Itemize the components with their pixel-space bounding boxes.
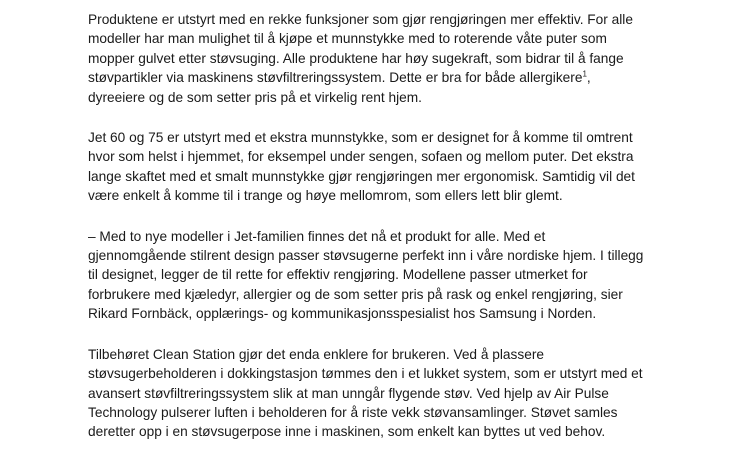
- footnote-marker[interactable]: 1: [582, 69, 587, 79]
- text-fragment: støvpartikler via maskinens støvfiltreringssystem. Dette er bra for både allergikere: [88, 70, 583, 86]
- text-line: avansert støvfiltreringssystem slik at man unngår flygende støv. Ved hjelp av Air Pulse: [88, 385, 609, 401]
- text-line: modeller har man mulighet til å kjøpe et munnstykke med to roterende våte puter som: [88, 31, 607, 47]
- text-line: være enkelt å komme til i trange og høye mellomrom, som ellers lett blir glemt.: [88, 188, 563, 204]
- text-line-with-footnote: [88, 68, 688, 87]
- text-line: dyreeiere og de som setter pris på et virkelig rent hjem.: [88, 89, 422, 105]
- text-line: Jet 60 og 75 er utstyrt med et ekstra munnstykke, som er designet for å komme til omtrent: [88, 130, 633, 146]
- paragraph-clean-station: [88, 345, 688, 442]
- paragraph-quote: [88, 227, 688, 324]
- text-fragment: ,: [586, 70, 591, 86]
- text-line: Rikard Fornbäck, opplærings- og kommunikasjonsspesialist hos Samsung i Norden.: [88, 306, 597, 322]
- text-line: hvor som helst i hjemmet, for eksempel under sengen, sofaen og mellom puter. Det ekstra: [88, 149, 634, 165]
- text-line: Technology pulserer luften i beholderen for å riste vekk støvansamlinger. Støvet samles: [88, 404, 618, 420]
- text-line: mopper gulvet etter støvsuging. Alle produktene har høy sugekraft, som bidrar til å fange: [88, 50, 624, 66]
- text-line: deretter opp i en støvsugerpose inne i maskinen, som enkelt kan byttes ut ved behov.: [88, 424, 606, 440]
- paragraph-jet-models: [88, 128, 688, 206]
- text-line: Tilbehøret Clean Station gjør det enda enklere for brukeren. Ved å plassere: [88, 346, 544, 362]
- text-line: – Med to nye modeller i Jet-familien finnes det nå et produkt for alle. Med et: [88, 228, 546, 244]
- text-line: støvsugerbeholderen i dokkingstasjon tømmes den i et lukket system, som er utstyrt med et: [88, 366, 643, 382]
- paragraph-features: [88, 10, 688, 107]
- text-line: til designet, legger de til rette for effektiv rengjøring. Modellene passer utmerket for: [88, 267, 588, 283]
- text-line: Produktene er utstyrt med en rekke funksjoner som gjør rengjøringen mer effektiv. For alle: [88, 12, 633, 27]
- text-line: forbrukere med kjæledyr, allergier og de som setter pris på rask og enkel rengjøring, sier: [88, 286, 623, 302]
- text-line: lange skaftet med et smalt munnstykke gjør rengjøringen mer ergonomisk. Samtidig vil det: [88, 168, 635, 184]
- document-body: [88, 10, 688, 463]
- text-line: gjennomgående stilrent design passer støvsugerne perfekt inn i våre nordiske hjem. I tillegg: [88, 248, 644, 264]
